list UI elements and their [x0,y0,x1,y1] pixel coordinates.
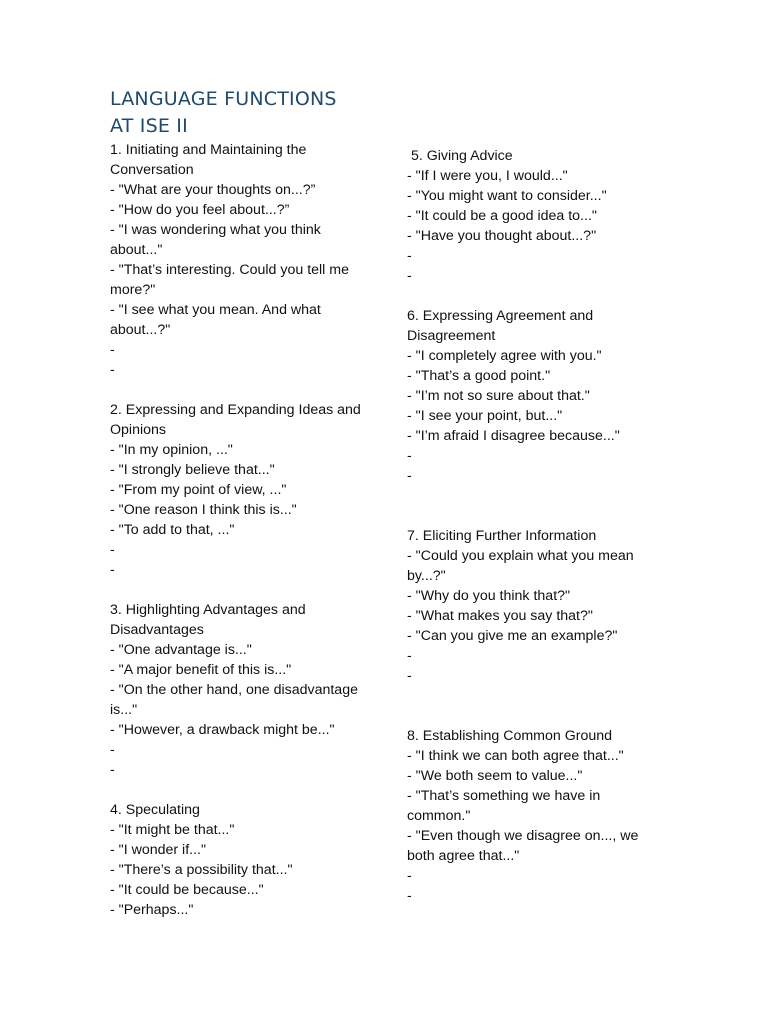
left-column [110,140,372,940]
phrase-line: - "I think we can both agree that..." [407,748,624,764]
section-eliciting-information [407,526,657,686]
blank-line: - [110,742,115,758]
phrase-line: - "If I were you, I would..." [407,168,568,184]
phrase-line: - "To add to that, ..." [110,522,235,538]
blank-line: - [407,268,412,284]
phrase-line: - "One advantage is..." [110,642,252,658]
blank-line: - [407,868,412,884]
section-heading: 5. Giving Advice [407,148,513,164]
phrase-line: - "I’m afraid I disagree because..." [407,428,620,444]
section-giving-advice [407,146,657,286]
phrase-line: - "I wonder if..." [110,842,207,858]
section-heading: 2. Expressing and Expanding Ideas and Opinions [110,402,361,438]
document-title [110,86,410,140]
title-line-1: LANGUAGE FUNCTIONS [110,88,337,110]
section-heading: 3. Highlighting Advantages and Disadvantages [110,602,306,638]
section-heading: 4. Speculating [110,802,200,818]
phrase-line: - "Could you explain what you mean by...?" [407,548,634,584]
right-column [407,146,657,926]
section-common-ground [407,726,657,906]
phrase-line: - "Why do you think that?" [407,588,571,604]
phrase-line: - "It could be because..." [110,882,264,898]
section-agreement [407,306,657,486]
phrase-line: - "I see what you mean. And what about...?" [110,302,321,338]
section-speculating [110,800,372,920]
blank-line: - [110,362,115,378]
phrase-line: - "Even though we disagree on..., we both agree that..." [407,828,639,864]
phrase-line: - "What are your thoughts on...?” [110,182,316,198]
phrase-line: - "That’s a good point." [407,368,551,384]
phrase-line: - "I’m not so sure about that." [407,388,590,404]
phrase-line: - "I was wondering what you think about..." [110,222,321,258]
blank-line: - [407,668,412,684]
blank-line: - [407,468,412,484]
phrase-line: - "One reason I think this is..." [110,502,297,518]
phrase-line: - "I strongly believe that..." [110,462,275,478]
phrase-line: - "It could be a good idea to..." [407,208,597,224]
phrase-line: - "It might be that..." [110,822,235,838]
section-initiating [110,140,372,380]
blank-line: - [407,648,412,664]
phrase-line: - "From my point of view, ..." [110,482,287,498]
section-expressing-ideas [110,400,372,580]
title-line-2: AT ISE II [110,115,188,137]
phrase-line: - "That’s interesting. Could you tell me more?" [110,262,349,298]
blank-line: - [407,888,412,904]
phrase-line: - "Perhaps..." [110,902,194,918]
phrase-line: - "How do you feel about...?” [110,202,290,218]
phrase-line: - "That’s something we have in common." [407,788,601,824]
blank-line: - [110,762,115,778]
section-heading: 7. Eliciting Further Information [407,528,597,544]
blank-line: - [110,562,115,578]
section-advantages [110,600,372,780]
phrase-line: - "There’s a possibility that..." [110,862,293,878]
blank-line: - [407,248,412,264]
phrase-line: - "I see your point, but..." [407,408,563,424]
phrase-line: - "A major benefit of this is..." [110,662,292,678]
phrase-line: - "You might want to consider..." [407,188,607,204]
phrase-line: - "Have you thought about...?" [407,228,597,244]
blank-line: - [110,342,115,358]
blank-line: - [110,542,115,558]
section-heading: 1. Initiating and Maintaining the Conversation [110,142,307,178]
phrase-line: - "I completely agree with you." [407,348,602,364]
phrase-line: - "Can you give me an example?" [407,628,618,644]
phrase-line: - "However, a drawback might be..." [110,722,335,738]
blank-line: - [407,448,412,464]
section-heading: 8. Establishing Common Ground [407,728,613,744]
phrase-line: - "What makes you say that?" [407,608,593,624]
phrase-line: - "We both seem to value..." [407,768,583,784]
phrase-line: - "On the other hand, one disadvantage is..." [110,682,358,718]
phrase-line: - "In my opinion, ..." [110,442,233,458]
section-heading: 6. Expressing Agreement and Disagreement [407,308,594,344]
